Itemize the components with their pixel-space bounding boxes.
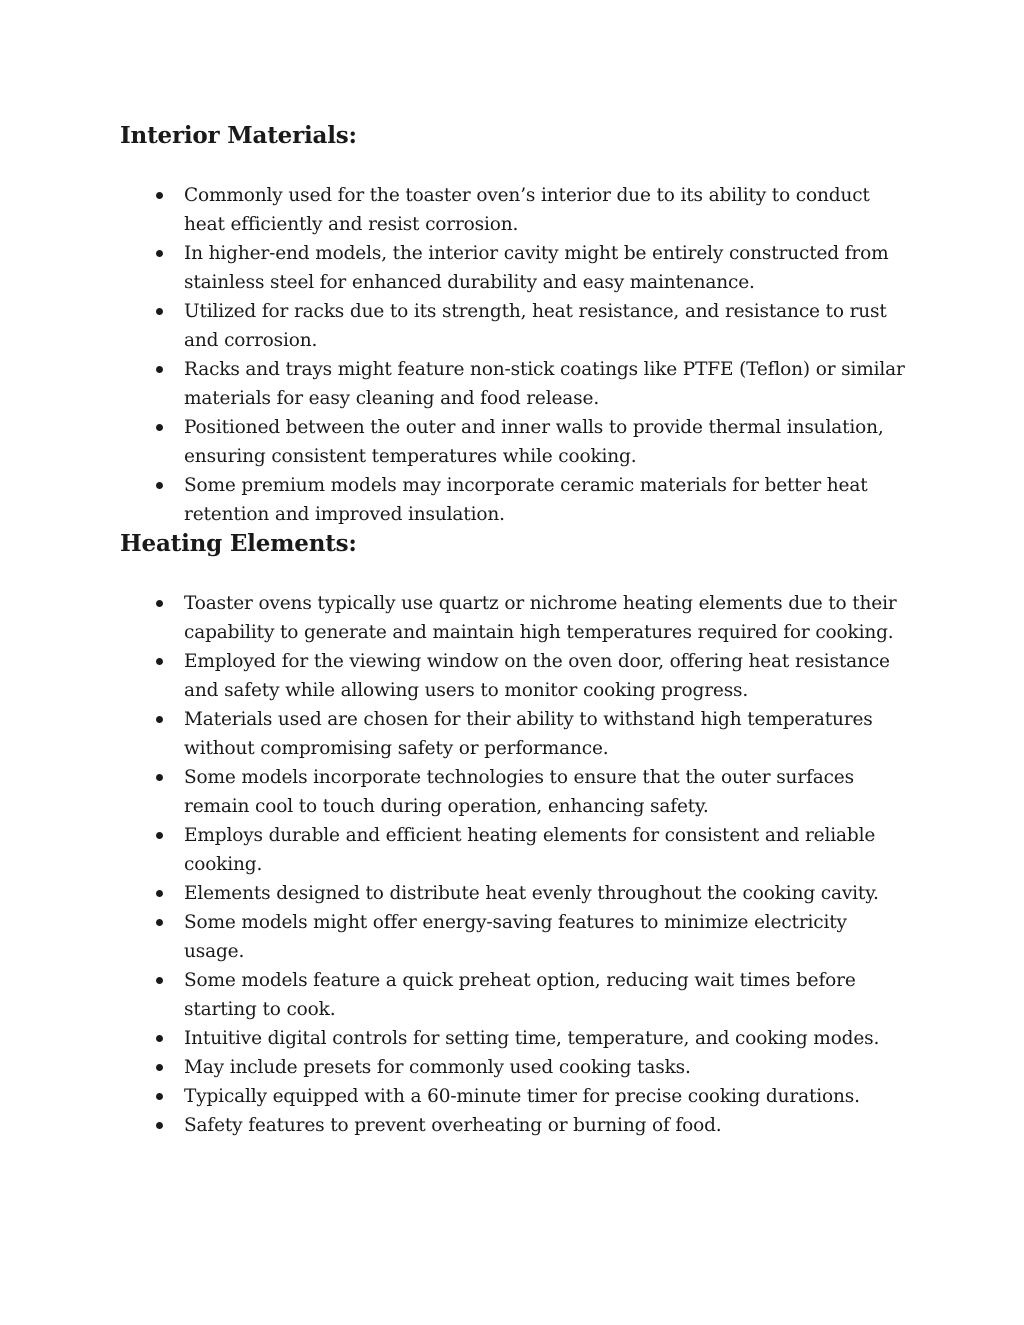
bullet-icon (156, 600, 163, 607)
list-item (120, 879, 910, 908)
list-item-text: Positioned between the outer and inner walls to provide thermal insulation, ensuring consistent temperatures while cooking. (184, 417, 884, 467)
list-item-text: Typically equipped with a 60-minute timer for precise cooking durations. (184, 1086, 860, 1107)
list-item-text: Employs durable and efficient heating elements for consistent and reliable cooking. (184, 825, 876, 875)
bullet-list (120, 589, 910, 1140)
list-item (120, 355, 910, 413)
section-heading: Interior Materials: (120, 122, 357, 149)
bullet-icon (156, 774, 163, 781)
list-item-text: Intuitive digital controls for setting time, temperature, and cooking modes. (184, 1028, 880, 1049)
list-item (120, 297, 910, 355)
list-item (120, 471, 910, 529)
bullet-icon (156, 919, 163, 926)
bullet-icon (156, 890, 163, 897)
list-item-text: Some models incorporate technologies to ensure that the outer surfaces remain cool to touch during operation, enhancing safety. (184, 767, 854, 817)
list-item-text: Safety features to prevent overheating or burning of food. (184, 1115, 722, 1136)
bullet-icon (156, 482, 163, 489)
interior-materials-section (120, 120, 910, 529)
list-item (120, 589, 910, 647)
list-item (120, 647, 910, 705)
bullet-icon (156, 1035, 163, 1042)
list-item-text: In higher-end models, the interior cavity might be entirely constructed from stainless steel for enhanced durability and easy maintenance. (184, 243, 889, 293)
bullet-icon (156, 308, 163, 315)
list-item (120, 821, 910, 879)
bullet-list (120, 181, 910, 529)
bullet-icon (156, 366, 163, 373)
list-item (120, 763, 910, 821)
bullet-icon (156, 977, 163, 984)
bullet-icon (156, 1122, 163, 1129)
list-item (120, 413, 910, 471)
list-item-text: Some premium models may incorporate ceramic materials for better heat retention and improved insulation. (184, 475, 868, 525)
bullet-icon (156, 250, 163, 257)
section-heading: Heating Elements: (120, 530, 357, 557)
list-item (120, 705, 910, 763)
list-item (120, 1053, 910, 1082)
bullet-icon (156, 1093, 163, 1100)
list-item-text: Racks and trays might feature non-stick coatings like PTFE (Teflon) or similar materials for easy cleaning and food release. (184, 359, 905, 409)
list-item-text: Commonly used for the toaster oven’s interior due to its ability to conduct heat efficiently and resist corrosion. (184, 185, 870, 235)
list-item (120, 181, 910, 239)
list-item-text: May include presets for commonly used cooking tasks. (184, 1057, 691, 1078)
list-item (120, 908, 910, 966)
bullet-icon (156, 424, 163, 431)
heating-elements-section (120, 528, 910, 1140)
list-item-text: Utilized for racks due to its strength, heat resistance, and resistance to rust and corrosion. (184, 301, 887, 351)
list-item (120, 239, 910, 297)
bullet-icon (156, 658, 163, 665)
list-item-text: Toaster ovens typically use quartz or nichrome heating elements due to their capability to generate and maintain high temperatures required for cooking. (184, 593, 897, 643)
list-item (120, 1111, 910, 1140)
bullet-icon (156, 1064, 163, 1071)
list-item-text: Elements designed to distribute heat evenly throughout the cooking cavity. (184, 883, 879, 904)
list-item (120, 1024, 910, 1053)
list-item-text: Some models might offer energy-saving features to minimize electricity usage. (184, 912, 847, 962)
list-item-text: Materials used are chosen for their ability to withstand high temperatures without compromising safety or performance. (184, 709, 873, 759)
list-item (120, 966, 910, 1024)
bullet-icon (156, 832, 163, 839)
list-item-text: Employed for the viewing window on the oven door, offering heat resistance and safety while allowing users to monitor cooking progress. (184, 651, 890, 701)
list-item-text: Some models feature a quick preheat option, reducing wait times before starting to cook. (184, 970, 856, 1020)
list-item (120, 1082, 910, 1111)
bullet-icon (156, 192, 163, 199)
bullet-icon (156, 716, 163, 723)
